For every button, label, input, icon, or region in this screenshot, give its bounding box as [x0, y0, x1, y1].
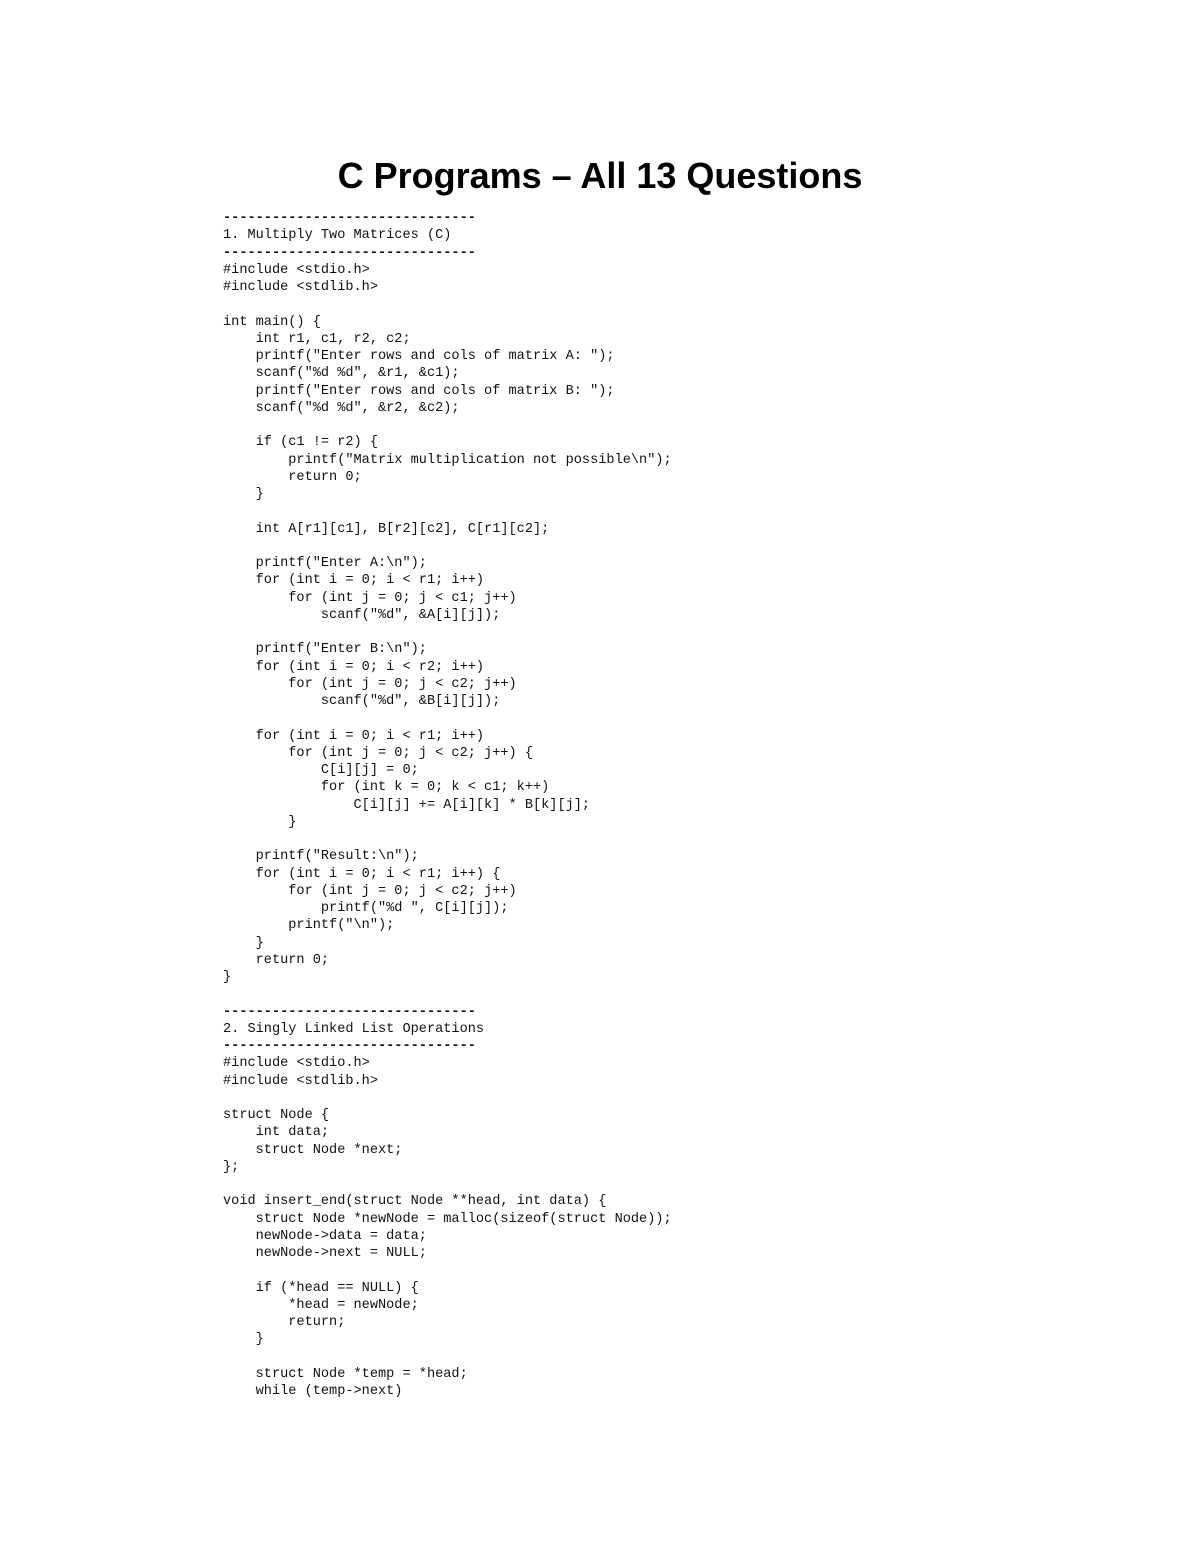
code-line: newNode->data = data;: [223, 1228, 427, 1244]
code-line: #include <stdlib.h>: [223, 280, 378, 295]
code-line: [223, 503, 672, 520]
code-line: struct Node *next;: [223, 1142, 403, 1158]
code-line: 2. Singly Linked List Operations: [223, 1021, 485, 1037]
code-line: [223, 831, 672, 848]
code-line: for (int i = 0; i < r1; i++): [223, 573, 485, 589]
code-line: printf("\n");: [223, 918, 395, 934]
code-line: }: [223, 1332, 264, 1348]
code-line: for (int j = 0; j < c2; j++): [223, 676, 517, 692]
code-line: if (*head == NULL) {: [223, 1280, 419, 1296]
code-line: #include <stdlib.h>: [223, 1073, 378, 1089]
code-line: for (int j = 0; j < c2; j++): [223, 883, 517, 899]
code-line: }: [223, 935, 264, 951]
code-line: int main() {: [223, 314, 321, 330]
separator-line: -------------------------------: [223, 245, 476, 261]
code-line: [223, 538, 672, 555]
code-line: [223, 1262, 672, 1279]
page-title: C Programs – All 13 Questions: [337, 155, 863, 196]
code-line: return 0;: [223, 469, 362, 485]
code-line: };: [223, 1159, 240, 1175]
code-line: void insert_end(struct Node **head, int data) {: [223, 1194, 607, 1210]
code-line: for (int i = 0; i < r1; i++): [223, 728, 485, 744]
code-line: [223, 624, 672, 641]
code-block: [223, 210, 672, 1400]
code-line: scanf("%d", &A[i][j]);: [223, 607, 501, 623]
code-line: printf("Result:\n");: [223, 849, 419, 865]
code-line: struct Node *newNode = malloc(sizeof(struct Node));: [223, 1211, 672, 1227]
code-line: 1. Multiply Two Matrices (C): [223, 228, 452, 244]
code-line: for (int k = 0; k < c1; k++): [223, 780, 550, 796]
code-line: #include <stdio.h>: [223, 1056, 370, 1072]
code-line: int A[r1][c1], B[r2][c2], C[r1][c2];: [223, 521, 550, 537]
code-line: while (temp->next): [223, 1384, 403, 1399]
separator-line: -------------------------------: [223, 211, 476, 226]
code-line: for (int i = 0; i < r2; i++): [223, 659, 485, 675]
code-line: int data;: [223, 1125, 330, 1141]
code-line: printf("Enter rows and cols of matrix A: ");: [223, 349, 615, 364]
code-line: printf("Enter B:\n");: [223, 642, 427, 658]
code-line: }: [223, 970, 232, 985]
code-line: struct Node *temp = *head;: [223, 1366, 468, 1382]
code-line: [223, 710, 672, 727]
separator-line: -------------------------------: [223, 1039, 476, 1054]
code-line: if (c1 != r2) {: [223, 435, 378, 451]
code-line: C[i][j] += A[i][k] * B[k][j];: [223, 797, 591, 813]
code-line: [223, 1090, 672, 1107]
code-line: return;: [223, 1315, 346, 1330]
code-line: [223, 986, 672, 1003]
code-line: printf("%d ", C[i][j]);: [223, 901, 509, 916]
code-line: [223, 1176, 672, 1193]
code-line: #include <stdio.h>: [223, 262, 370, 278]
code-line: }: [223, 487, 264, 502]
code-line: newNode->next = NULL;: [223, 1246, 427, 1261]
code-line: scanf("%d %d", &r1, &c1);: [223, 366, 460, 382]
code-line: [223, 296, 672, 313]
code-line: struct Node {: [223, 1108, 330, 1123]
code-line: C[i][j] = 0;: [223, 763, 419, 778]
code-line: }: [223, 814, 297, 830]
separator-line: -------------------------------: [223, 1004, 476, 1020]
code-line: for (int i = 0; i < r1; i++) {: [223, 866, 501, 882]
code-line: scanf("%d %d", &r2, &c2);: [223, 400, 460, 416]
code-line: scanf("%d", &B[i][j]);: [223, 694, 501, 709]
code-line: printf("Enter rows and cols of matrix B: ");: [223, 383, 615, 399]
code-line: for (int j = 0; j < c2; j++) {: [223, 745, 533, 761]
code-line: [223, 417, 672, 434]
code-line: [223, 1349, 672, 1366]
code-line: *head = newNode;: [223, 1297, 419, 1313]
code-line: int r1, c1, r2, c2;: [223, 331, 411, 347]
code-line: return 0;: [223, 952, 330, 968]
code-line: printf("Enter A:\n");: [223, 556, 427, 571]
code-line: for (int j = 0; j < c1; j++): [223, 590, 517, 606]
code-line: printf("Matrix multiplication not possible\n");: [223, 452, 672, 468]
